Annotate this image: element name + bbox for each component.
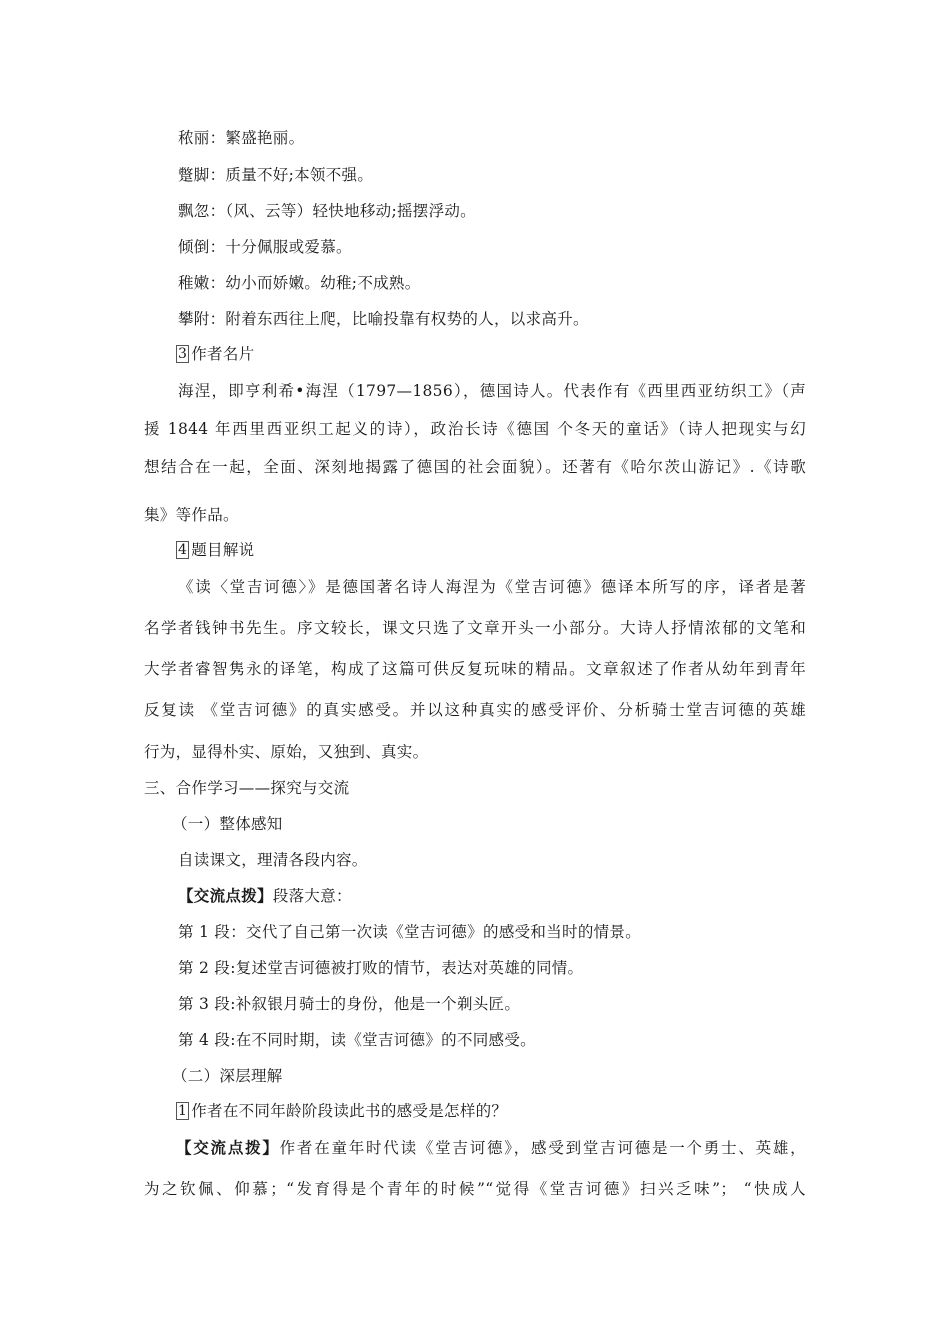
- subsection-heading: （一）整体感知: [172, 815, 283, 833]
- title-explain-line: 反复读 《堂吉诃德》的真实感受。并以这种真实的感受评价、分析骑士堂吉诃德的英雄: [144, 701, 806, 719]
- title-explain-line: 《读〈堂吉诃德〉》是德国著名诗人海涅为《堂吉诃德》德译本所写的序，译者是著: [178, 578, 806, 596]
- vocab-item: 蹩脚：质量不好;本领不强。: [178, 166, 374, 184]
- answer-line: 为之钦佩、仰慕；“发育得是个青年的时候”“觉得《堂吉诃德》扫兴乏味”； “快成人: [144, 1180, 806, 1198]
- vocab-item: 飘忽：（风、云等）轻快地移动;摇摆浮动。: [178, 202, 476, 220]
- paragraph-summary: 第 2 段:复述堂吉诃德被打败的情节，表达对英雄的同情。: [178, 959, 584, 977]
- author-card-heading: [176, 344, 254, 364]
- question-number-box: 1: [178, 1103, 188, 1119]
- paragraph-summary: 第 1 段：交代了自己第一次读《堂吉诃德》的感受和当时的情景。: [178, 923, 642, 941]
- question-line: [176, 1101, 507, 1121]
- tip-label: 【交流点拨】: [178, 886, 273, 905]
- title-explain-line: 行为，显得朴实、原始，又独到、真实。: [144, 743, 429, 761]
- tip-text: 段落大意：: [272, 887, 352, 905]
- author-card-line: 集》等作品。: [144, 506, 239, 524]
- vocab-item: 攀附：附着东西往上爬，比喻投靠有权势的人，以求高升。: [178, 310, 589, 328]
- title-explain-heading: [176, 540, 254, 560]
- answer-text: 作者在童年时代读《堂吉诃德》，感受到堂吉诃德是一个勇士、英雄，: [279, 1139, 806, 1157]
- tip-line: [178, 886, 352, 906]
- section-number-box: 4: [178, 542, 188, 558]
- author-card-line: 援 1844 年西里西亚织工起义的诗），政治长诗《德国 个冬天的童话》（诗人把现实与幻: [144, 420, 806, 438]
- title-explain-line: 名学者钱钟书先生。序文较长，课文只选了文章开头一小部分。大诗人抒情浓郁的文笔和: [144, 619, 806, 637]
- paragraph-summary: 第 4 段:在不同时期，读《堂吉诃德》的不同感受。: [178, 1031, 536, 1049]
- section-heading: 三、合作学习——探究与交流: [144, 779, 350, 797]
- subsection-heading: （二）深层理解: [172, 1067, 283, 1085]
- paragraph-summary: 第 3 段:补叙银月骑士的身份，他是一个剃头匠。: [178, 995, 521, 1013]
- vocab-item: 秾丽：繁盛艳丽。: [178, 129, 305, 147]
- author-card-line: 想结合在一起，全面、深刻地揭露了德国的社会面貌）。还著有《哈尔茨山游记》.《诗歌: [144, 458, 806, 476]
- vocab-item: 倾倒：十分佩服或爱慕。: [178, 238, 352, 256]
- section-number-box: 3: [178, 346, 188, 362]
- author-card-title: 作者名片: [191, 345, 255, 363]
- instruction-text: 自读课文，理清各段内容。: [178, 851, 368, 869]
- answer-line: [176, 1138, 806, 1158]
- question-text: 作者在不同年龄阶段读此书的感受是怎样的？: [191, 1102, 508, 1120]
- title-explain-line: 大学者睿智隽永的译笔，构成了这篇可供反复玩味的精品。文章叙述了作者从幼年到青年: [144, 660, 806, 678]
- author-card-line: 海涅，即亨利希•海涅（1797—1856），德国诗人。代表作有《西里西亚纺织工》（声: [178, 382, 806, 400]
- title-explain-title: 题目解说: [191, 541, 255, 559]
- vocab-item: 稚嫩：幼小而娇嫩。幼稚;不成熟。: [178, 274, 421, 292]
- answer-label: 【交流点拨】: [176, 1138, 280, 1157]
